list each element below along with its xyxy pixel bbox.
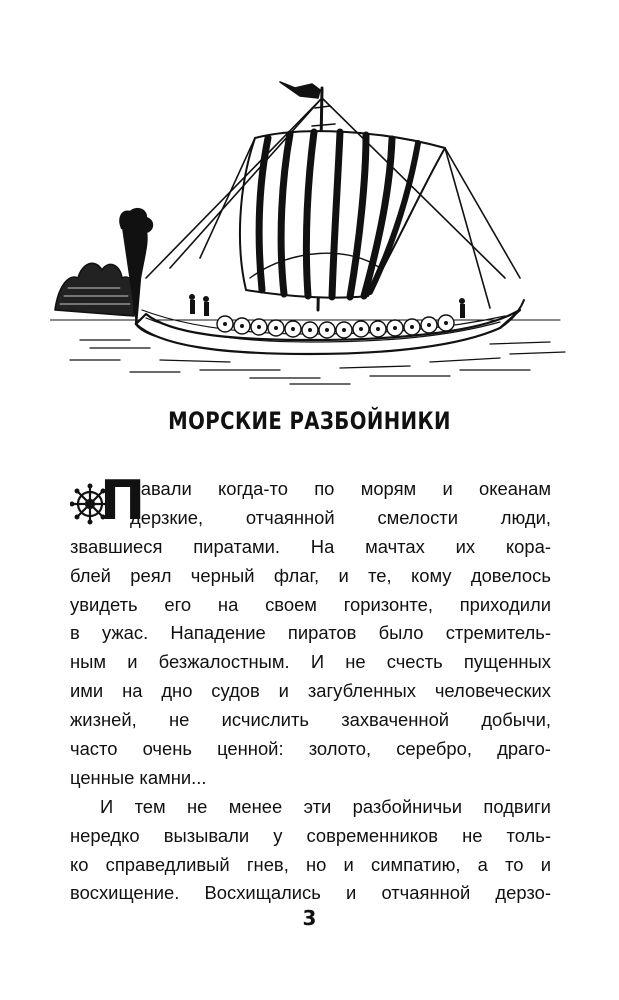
chapter-body bbox=[70, 469, 551, 908]
text-line: восхищение. Восхищались и отчаянной дерзо- bbox=[70, 882, 551, 904]
text-line: в ужас. Нападение пиратов было стремитель- bbox=[70, 622, 551, 644]
text-line: часто очень ценной: золото, серебро, драго- bbox=[70, 738, 551, 760]
text-line: лавали когда-то по морям и океанам bbox=[130, 478, 551, 499]
text-line: И тем не менее эти разбойничьи подвиги bbox=[100, 795, 551, 817]
text-line: увидеть его на своем горизонте, приходили bbox=[70, 593, 551, 615]
text-line: ценные камни... bbox=[70, 766, 207, 788]
text-line: дерзкие, отчаянной смелости люди, bbox=[130, 506, 551, 528]
chapter-title: МОРСКИЕ РАЗБОЙНИКИ bbox=[168, 407, 451, 435]
text-line: нередко вызывали у современников не толь- bbox=[70, 824, 551, 846]
text-line: ным и безжалостным. И не счесть пущенных bbox=[70, 651, 551, 673]
text-line: ими на дно судов и загубленных человеческих bbox=[70, 680, 551, 702]
drop-cap-letter: П bbox=[100, 469, 146, 532]
text-line: ко справедливый гнев, но и симпатию, а то и bbox=[70, 853, 551, 875]
viking-ship-illustration bbox=[50, 78, 570, 388]
page-number: 3 bbox=[302, 906, 317, 930]
text-line: блей реял черный флаг, и те, кому довелось bbox=[70, 564, 551, 586]
text-line: жизней, не исчислить захваченной добычи, bbox=[70, 709, 551, 731]
text-line: звавшиеся пиратами. На мачтах их кора- bbox=[70, 535, 551, 557]
